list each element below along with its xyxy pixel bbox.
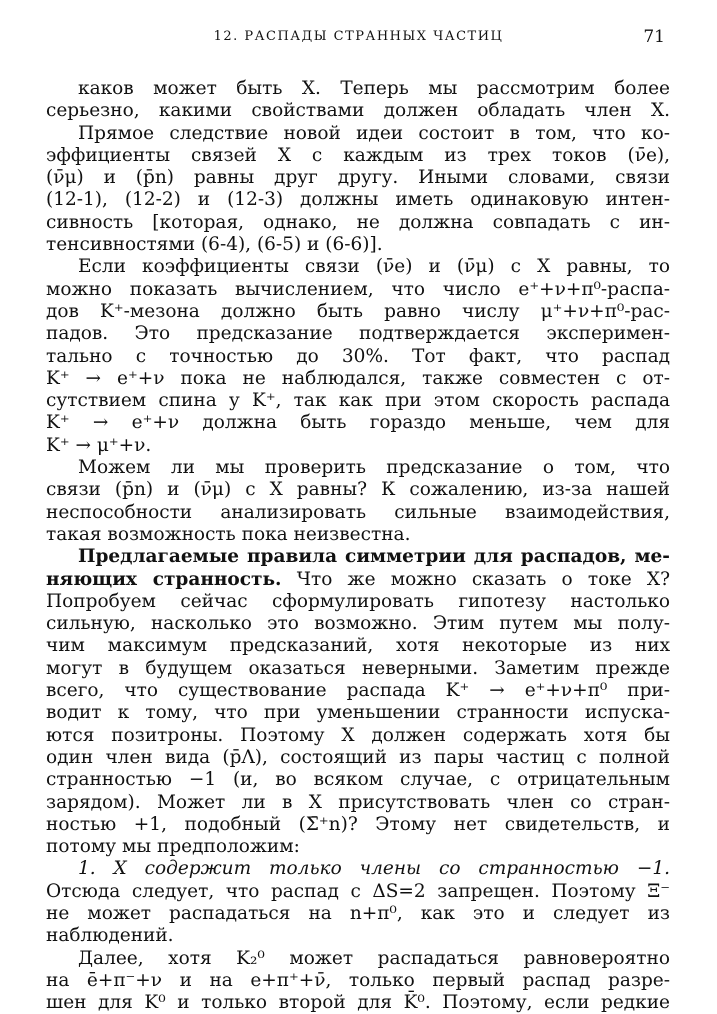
text-line [46, 747, 670, 769]
text-line [46, 78, 670, 100]
text-line [46, 123, 670, 145]
line-text: один член вида (p̄Λ), состоящий из пары частиц с полной [46, 746, 670, 768]
line-text: (ν̄μ) и (p̄n) равны друг другу. Иными словами, связи [46, 167, 670, 189]
text-line [46, 658, 670, 680]
text-line [46, 323, 670, 345]
running-title: 12. РАСПАДЫ СТРАННЫХ ЧАСТИЦ [213, 29, 504, 44]
text-line [46, 858, 670, 880]
text-line [46, 279, 670, 301]
page-number: 71 [643, 27, 665, 47]
paragraph [46, 546, 670, 858]
text-line [46, 167, 670, 189]
paragraph [46, 256, 670, 457]
text-line [46, 189, 670, 211]
line-text: всего, что существование распада K⁺ → e⁺+ν+π⁰ при- [46, 680, 670, 702]
line-text: сивность [которая, однако, не должна совпадать с ин- [46, 211, 670, 233]
paragraph [46, 858, 670, 947]
line-text: серьезно, какими свойствами должен обладать член X. [46, 100, 670, 122]
line-text: (12-1), (12-2) и (12-3) должны иметь одинаковую интен- [46, 189, 670, 211]
line-text: странностью −1 (и, во всяком случае, с отрицательным [46, 769, 670, 791]
text-line [46, 524, 670, 546]
line-text: такая возможность пока неизвестна. [46, 523, 411, 545]
text-line [46, 903, 670, 925]
line-text: потому мы предположим: [46, 836, 300, 858]
text-line [46, 569, 670, 591]
text-line [46, 814, 670, 836]
line-text: Можем ли мы проверить предсказание о том, что [78, 457, 670, 479]
line-text: сильную, насколько это возможно. Этим путем мы полу- [46, 613, 670, 635]
text-line [46, 546, 670, 568]
line-text: чим максимум предсказаний, хотя некоторые из них [46, 635, 670, 657]
line-text: ностью +1, подобный (Σ̄⁺n)? Этому нет свидетельств, и [46, 813, 670, 835]
text-line [46, 792, 670, 814]
text-line [46, 992, 670, 1014]
text-line [46, 925, 670, 947]
line-text: водит к тому, что при уменьшении странности испуска- [46, 702, 670, 724]
text-line [46, 502, 670, 524]
body-text [46, 78, 670, 1014]
text-line [46, 970, 670, 992]
line-text: неспособности анализировать сильные взаимодействия, [46, 501, 670, 523]
line-text: связи (p̄n) и (ν̄μ) с X равны? К сожалению, из-за нашей [46, 479, 670, 501]
line-text: K⁺ → μ⁺+ν. [46, 434, 152, 456]
text-line [46, 435, 670, 457]
text-line [46, 234, 670, 256]
line-text: Прямое следствие новой идеи состоит в том, что ко- [78, 122, 670, 144]
text-line [46, 100, 670, 122]
text-line [46, 725, 670, 747]
line-text: сутствием спина у K⁺, так как при этом скорость распада [46, 390, 670, 412]
text-line [46, 591, 670, 613]
line-text: K⁺ → e⁺+ν должна быть гораздо меньше, чем для [46, 412, 670, 434]
text-line [46, 881, 670, 903]
line-text: не может распадаться на n+π⁰, как это и следует из [46, 902, 670, 924]
line-text: на ē+π⁻+ν и на e+π⁺+ν̄, только первый распад разре- [46, 969, 670, 991]
text-line [46, 635, 670, 657]
paragraph [46, 457, 670, 546]
line-text: зарядом). Может ли в X присутствовать член со стран- [46, 791, 670, 813]
line-text: Попробуем сейчас сформулировать гипотезу настолько [46, 590, 670, 612]
paragraph [46, 948, 670, 1014]
line-text: шен для K⁰ и только второй для K̄⁰. Поэтому, если редкие [46, 992, 670, 1014]
line-text: Далее, хотя K₂⁰ может распадаться равновероятно [78, 947, 670, 969]
text-line [46, 301, 670, 323]
italic-statement: 1. X содержит только члены со странностью −1. [78, 858, 670, 880]
text-line [46, 412, 670, 434]
line-text: тально с точностью до 30%. Тот факт, что распад [46, 345, 670, 367]
text-line [46, 479, 670, 501]
page-header [48, 26, 669, 50]
line-text: могут в будущем оказаться неверными. Заметим прежде [46, 657, 670, 679]
text-line [46, 390, 670, 412]
paragraph [46, 78, 670, 123]
line-text: падов. Это предсказание подтверждается эксперимен- [46, 323, 670, 345]
bold-heading: няющих странность. [46, 568, 282, 590]
line-text: ются позитроны. Поэтому X должен содержать хотя бы [46, 724, 670, 746]
line-text: каков может быть X. Теперь мы рассмотрим более [78, 78, 670, 99]
text-line [46, 836, 670, 858]
bold-heading: Предлагаемые правила симметрии для распадов, ме- [78, 546, 670, 568]
text-line [46, 769, 670, 791]
text-line [46, 368, 670, 390]
line-text: тенсивностями (6-4), (6-5) и (6-6)]. [46, 234, 383, 256]
text-line [46, 613, 670, 635]
line-text: дов K⁺-мезона должно быть равно числу μ⁺+ν+π⁰-рас- [46, 300, 670, 322]
text-line [46, 346, 670, 368]
line-text: можно показать вычислением, что число e⁺+ν+π⁰-распа- [46, 278, 670, 300]
line-text: Что же можно сказать о токе X? [281, 568, 670, 590]
text-line [46, 948, 670, 970]
text-line [46, 680, 670, 702]
text-line [46, 145, 670, 167]
text-line [46, 457, 670, 479]
line-text: K⁺ → e⁺+ν пока не наблюдался, также совместен с от- [46, 367, 670, 389]
line-text: наблюдений. [46, 925, 174, 947]
text-line [46, 256, 670, 278]
line-text: эффициенты связей X с каждым из трех токов (ν̄e), [46, 144, 670, 166]
paragraph [46, 123, 670, 257]
line-text: Если коэффициенты связи (ν̄e) и (ν̄μ) с X равны, то [78, 256, 670, 278]
line-text: Отсюда следует, что распад с ΔS=2 запрещен. Поэтому Ξ⁻ [46, 880, 670, 902]
text-line [46, 702, 670, 724]
text-line [46, 212, 670, 234]
